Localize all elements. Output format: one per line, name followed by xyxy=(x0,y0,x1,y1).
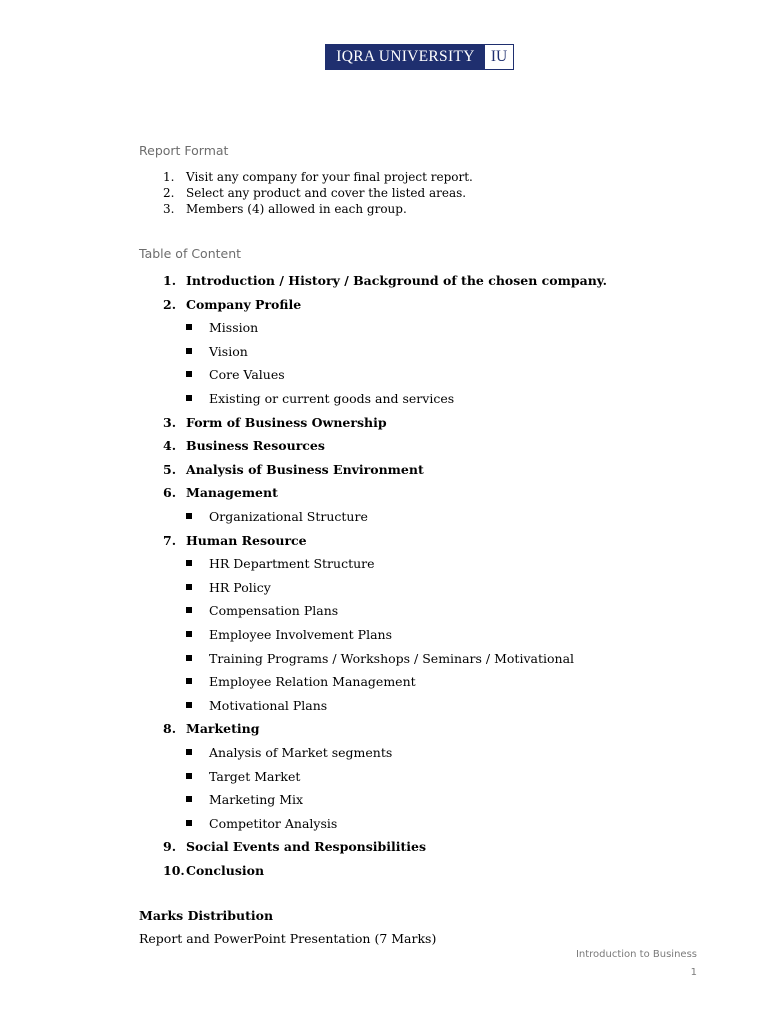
toc-section-label: Company Profile xyxy=(186,296,302,312)
report-format-heading: Report Format xyxy=(139,143,229,158)
toc-subitem xyxy=(186,674,416,689)
toc-section-label: Marketing xyxy=(186,721,260,737)
toc-subitem xyxy=(186,580,271,595)
toc-subitem-label: Training Programs / Workshops / Seminars / Motivational xyxy=(209,650,575,666)
toc-section-number: 10. xyxy=(163,863,185,878)
toc-section-label: Form of Business Ownership xyxy=(186,414,387,430)
square-bullet-icon xyxy=(186,371,192,377)
toc-subitem-label: Target Market xyxy=(209,768,301,784)
toc-section xyxy=(163,415,387,430)
toc-section-number: 5. xyxy=(163,461,177,477)
toc-subitem xyxy=(186,651,574,666)
toc-section-number: 6. xyxy=(163,485,177,501)
square-bullet-icon xyxy=(186,702,192,708)
toc-section xyxy=(163,863,264,878)
toc-subitem xyxy=(186,792,303,807)
toc-subitem-label: Analysis of Market segments xyxy=(209,745,393,760)
toc-subitem xyxy=(186,344,248,359)
toc-subitem-label: Motivational Plans xyxy=(209,697,328,713)
toc-section-label: Management xyxy=(186,485,278,501)
toc-subitem-label: Mission xyxy=(209,320,259,336)
toc-section xyxy=(163,721,260,736)
toc-section xyxy=(163,438,325,453)
list-item: 2. Select any product and cover the listed areas. xyxy=(163,186,467,200)
marks-line: Report and PowerPoint Presentation (7 Marks) xyxy=(139,931,437,946)
toc-section xyxy=(163,485,278,500)
square-bullet-icon xyxy=(186,513,192,519)
toc-subitem-label: Employee Relation Management xyxy=(209,674,416,690)
university-logo xyxy=(325,44,514,70)
toc-section xyxy=(163,533,307,548)
square-bullet-icon xyxy=(186,631,192,637)
square-bullet-icon xyxy=(186,395,192,401)
toc-subitem-label: Existing or current goods and services xyxy=(209,391,455,406)
toc-subitem xyxy=(186,320,258,335)
toc-subitem xyxy=(186,509,368,524)
footer-course: Introduction to Business xyxy=(575,949,697,960)
square-bullet-icon xyxy=(186,678,192,684)
logo-name: IQRA UNIVERSITY xyxy=(326,45,485,69)
toc-subitem-label: HR Department Structure xyxy=(209,556,375,572)
square-bullet-icon xyxy=(186,560,192,566)
toc-section-label: Introduction / History / Background of the chosen company. xyxy=(186,273,607,288)
toc-subitem-label: Competitor Analysis xyxy=(209,815,338,831)
toc-subitem xyxy=(186,556,375,571)
toc-subitem xyxy=(186,745,392,760)
toc-section-label: Analysis of Business Environment xyxy=(186,461,424,477)
toc-section xyxy=(163,839,426,854)
toc-subitem-label: Employee Involvement Plans xyxy=(209,627,392,642)
report-format-list xyxy=(163,169,473,217)
toc-subitem-label: Core Values xyxy=(209,367,285,383)
square-bullet-icon xyxy=(186,796,192,802)
toc-subitem-label: HR Policy xyxy=(209,579,271,595)
toc-subitem xyxy=(186,391,454,406)
toc-section xyxy=(163,297,301,312)
square-bullet-icon xyxy=(186,584,192,590)
list-item: 1. Visit any company for your final project report. xyxy=(163,170,473,184)
square-bullet-icon xyxy=(186,773,192,779)
toc-section-number: 4. xyxy=(163,438,177,454)
square-bullet-icon xyxy=(186,324,192,330)
toc-section xyxy=(163,273,607,288)
toc-subitem xyxy=(186,698,327,713)
toc-section-label: Business Resources xyxy=(186,438,325,454)
toc-section-number: 7. xyxy=(163,532,177,548)
toc-section-label: Human Resource xyxy=(186,532,307,548)
square-bullet-icon xyxy=(186,348,192,354)
toc-subitem xyxy=(186,769,300,784)
toc-section-number: 8. xyxy=(163,721,177,737)
toc-subitem xyxy=(186,603,338,618)
square-bullet-icon xyxy=(186,607,192,613)
square-bullet-icon xyxy=(186,655,192,661)
toc-subitem-label: Marketing Mix xyxy=(209,792,304,808)
toc-subitem-label: Compensation Plans xyxy=(209,603,339,619)
toc-section-number: 9. xyxy=(163,839,177,855)
logo-abbr: IU xyxy=(490,48,508,65)
list-item: 3. Members (4) allowed in each group. xyxy=(163,202,407,216)
toc-subitem xyxy=(186,627,392,642)
square-bullet-icon xyxy=(186,820,192,826)
toc-section-label: Conclusion xyxy=(186,863,265,878)
toc-section-label: Social Events and Responsibilities xyxy=(186,839,427,855)
footer-page-number: 1 xyxy=(690,967,697,978)
toc-subitem-label: Vision xyxy=(209,343,248,359)
marks-heading: Marks Distribution xyxy=(139,908,274,923)
toc-subitem xyxy=(186,816,337,831)
toc-section-number: 1. xyxy=(163,273,177,288)
toc-section xyxy=(163,462,424,477)
square-bullet-icon xyxy=(186,749,192,755)
toc-subitem xyxy=(186,367,285,382)
toc-subitem-label: Organizational Structure xyxy=(209,509,368,524)
toc-heading: Table of Content xyxy=(139,246,242,261)
toc-section-number: 3. xyxy=(163,414,177,430)
toc-section-number: 2. xyxy=(163,296,177,312)
